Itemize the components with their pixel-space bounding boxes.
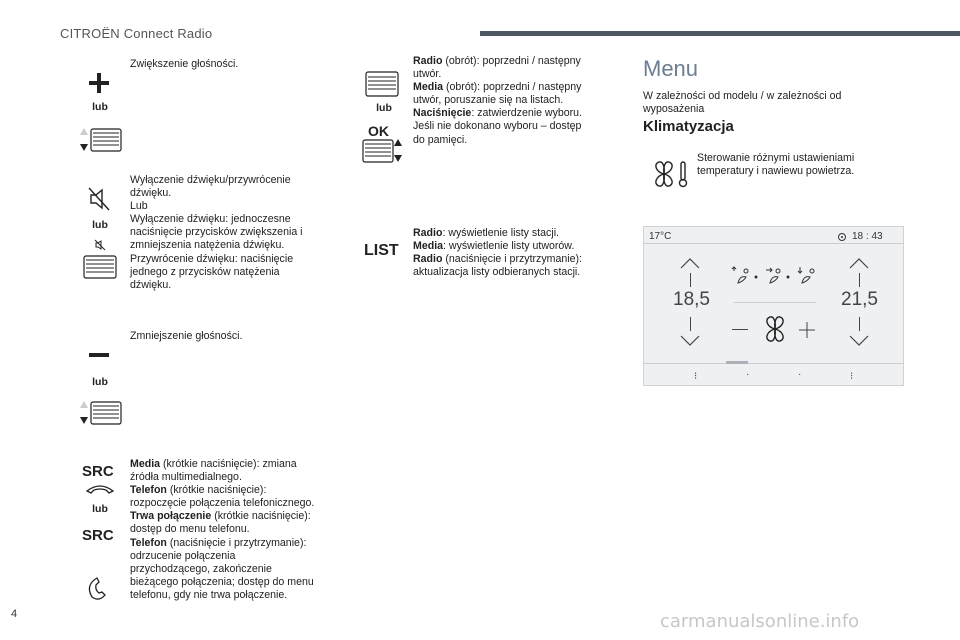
dot-icon[interactable]: · (746, 369, 750, 380)
volume-down-desc: Zmniejszenie głośności. (130, 330, 243, 342)
list-block-desc: Radio: wyświetlenie listy stacji. Media: wyświetlenie listy utworów. Radio (naciśnięcie i przytrzymanie): aktualizacja listy odbieranych stacji. (413, 227, 582, 279)
temp-up-left-icon[interactable] (680, 257, 700, 269)
source-desc: Media (krótkie naciśnięcie): zmiana źródła multimedialnego. Telefon (krótkie naciśnięcie): rozpoczęcie połączenia telefonicznego. Trwa połączenie (krótkie naciśnięcie): dostęp do menu telefonu. Telefon (naciśnięcie i przytrzymanie): odrzucenie połączenia przychodzącego, zakończenie bieżącego połączenia; dostęp do menu telefonu, gdy nie trwa połączenie. (130, 458, 315, 601)
temp-down-left-icon[interactable] (680, 335, 700, 347)
watermark: carmanualsonline.info (660, 611, 860, 632)
lub-label: lub (92, 219, 108, 231)
volume-wheel-icon (360, 138, 406, 164)
src-label: SRC (82, 463, 114, 480)
minus-icon (88, 352, 110, 358)
outside-temp: 17°C (649, 231, 672, 242)
page-number: 4 (11, 608, 18, 620)
volume-wheel-icon (78, 254, 124, 280)
right-temp: 21,5 (841, 289, 878, 310)
temp-up-right-icon[interactable] (849, 257, 869, 269)
temp-bar (859, 317, 860, 331)
mute-small-icon (94, 239, 106, 251)
mute-desc: Wyłączenie dźwięku/przywrócenie dźwięku. Lub Wyłączenie dźwięku: jednoczesne naciśnięcie przycisków zwiększenia i zmniejszenia natężenia dźwięku. Przywrócenie dźwięku: naciśnięcie jednego z przycisków natężenia dźwięku. (130, 174, 303, 291)
active-page-indicator (726, 361, 748, 364)
plus-icon (88, 72, 110, 94)
climate-screen (643, 226, 904, 386)
fan-plus-icon[interactable] (798, 321, 816, 339)
phone-icon (87, 575, 113, 601)
phone-icon (85, 483, 115, 495)
volume-up-desc: Zwiększenie głośności. (130, 58, 239, 70)
bottom-divider (644, 363, 903, 364)
klimatyzacja-title: Klimatyzacja (643, 118, 734, 135)
air-divider (734, 302, 816, 303)
header-title: CITROËN Connect Radio (60, 26, 213, 41)
fan-icon (761, 315, 789, 343)
rotary-knob-icon (364, 70, 400, 98)
menu-title: Menu (643, 56, 699, 81)
menu-dots-icon[interactable]: ⁝ (694, 371, 698, 382)
lub-label: lub (92, 376, 108, 388)
temp-bar (690, 317, 691, 331)
top-divider (644, 243, 903, 244)
temp-down-right-icon[interactable] (849, 335, 869, 347)
mute-icon (88, 187, 110, 211)
radio-block-desc: Radio (obrót): poprzedni / następny utwór. Media (obrót): poprzedni / następny utwór, poruszanie się na listach. Naciśnięcie: zatwierdzenie wyboru. Jeśli nie dokonano wyboru – dostęp do pamięci. (413, 55, 583, 146)
list-label: LIST (364, 242, 399, 259)
volume-wheel-icon (78, 127, 124, 153)
lub-label: lub (92, 101, 108, 113)
lub-label: lub (376, 102, 392, 114)
settings-icon (837, 232, 847, 242)
left-temp: 18,5 (673, 289, 710, 310)
klimatyzacja-desc: Sterowanie różnymi ustawieniami temperatury i nawiewu powietrza. (697, 152, 855, 178)
dot-icon[interactable]: · (798, 369, 802, 380)
lub-label: lub (92, 503, 108, 515)
fan-minus-icon[interactable] (732, 329, 748, 330)
ok-label: OK (368, 123, 389, 139)
temp-bar (859, 273, 860, 287)
air-distribution-icons[interactable] (730, 265, 826, 287)
clock: 18 : 43 (852, 231, 883, 242)
volume-wheel-icon (78, 400, 124, 426)
temp-bar (690, 273, 691, 287)
src-label: SRC (82, 527, 114, 544)
menu-note: W zależności od modelu / w zależności od wyposażenia (643, 90, 842, 116)
header-bar (480, 31, 960, 36)
menu-dots-icon[interactable]: ⁝ (850, 371, 854, 382)
fan-temperature-icon (650, 159, 690, 189)
